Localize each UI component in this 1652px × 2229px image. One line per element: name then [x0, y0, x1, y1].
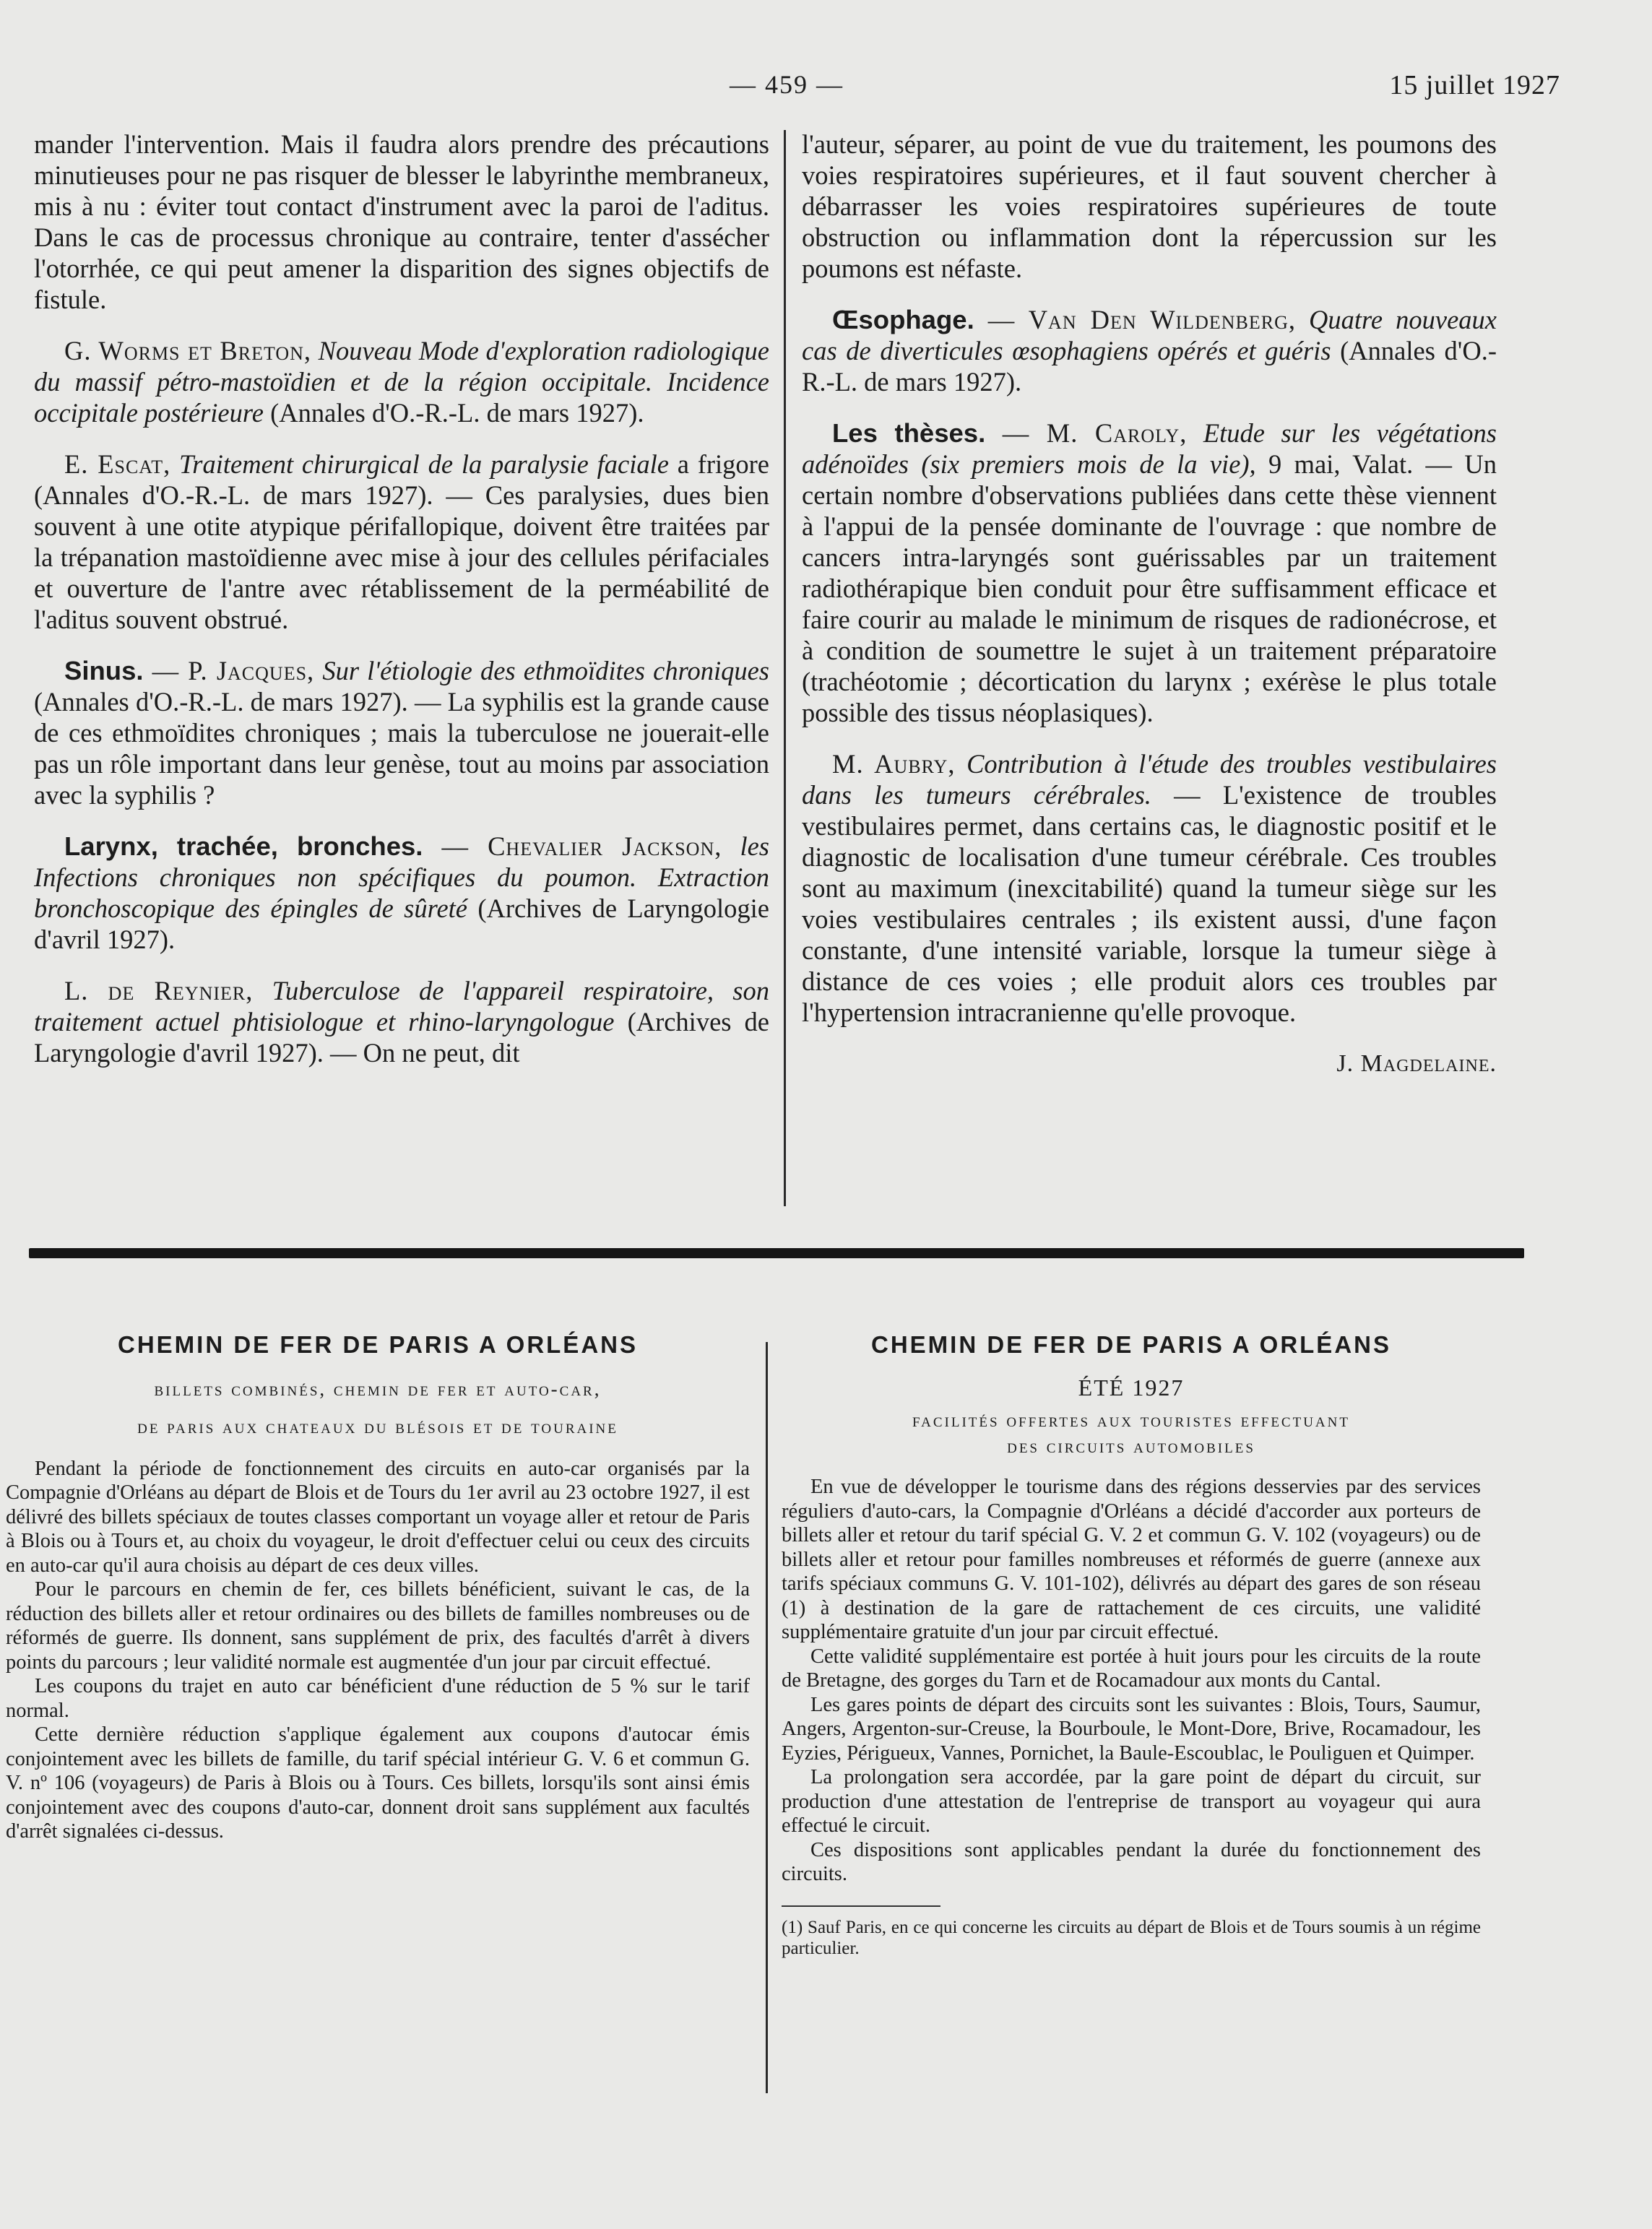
entry-author: E. Escat, [64, 449, 171, 479]
notice-season: ÉTÉ 1927 [1078, 1374, 1185, 1401]
entry-author: G. Worms et Breton, [64, 336, 312, 365]
entry-text: (Annales d'O.-R.-L. de mars 1927). [802, 336, 1497, 397]
entry-title: Etude sur les végétations adénoïdes (six premiers mois de la vie), [802, 418, 1497, 479]
notice-paragraph: La prolongation sera accordée, par la gare point de départ du circuit, sur production d'une attestation de l'entreprise de transport au voyageur qui aura effectué le circuit. [782, 1766, 1481, 1837]
page-header [730, 69, 1560, 113]
entry-title: Sur l'étiologie des ethmoïdites chroniques [322, 656, 769, 685]
notice-paragraph: Les coupons du trajet en auto car bénéficient d'une réduction de 5 % sur le tarif normal. [6, 1675, 750, 1722]
entry-title: Nouveau Mode d'exploration radiologique du massif pétro-mastoïdien et de la région occipitale. Incidence occipitale postérieure [34, 336, 769, 428]
entry-text: (Annales d'O.-R.-L. de mars 1927). [270, 398, 644, 428]
notice-subtitle: des circuits automobiles [1007, 1435, 1255, 1457]
section-rule [29, 1248, 1524, 1258]
bibliographic-entry [34, 975, 769, 1068]
entry-text: (Archives de Laryngologie d'avril 1927). [34, 893, 770, 954]
bibliographic-entry [34, 831, 769, 955]
entry-text: a frigore (Annales d'O.-R.-L. de mars 1927). — Ces paralysies, dues bien souvent à une otite atypique périfallopique, doivent être traitées par la trépanation mastoïdienne avec mise à jour des cellules périfaciales et ouverture de l'antre avec rétablissement de la perméabilité de l'aditus souvent obstrué. [34, 449, 770, 634]
section-heading: Les thèses. [832, 418, 986, 448]
entry-author: — Van Den Wildenberg, [974, 305, 1296, 334]
bibliographic-entry [802, 748, 1497, 1028]
notice-paragraph: Pendant la période de fonctionnement des circuits en auto-car organisés par la Compagnie d'Orléans au départ de Blois et de Tours du 1er avril au 23 octobre 1927, il est délivré des billets spéciaux de toutes classes comportant un voyage aller et retour de Paris à Blois ou à Tours et, au choix du voyageur, le droit d'effectuer celui ou ceux des circuits en auto-car qu'il aura choisis au départ de ces deux villes. [6, 1457, 750, 1577]
entry-author: — P. Jacques, [143, 656, 315, 685]
entry-title: Quatre nouveaux cas de diverticules œsophagiens opérés et guéris [802, 305, 1497, 365]
entry-title: Tuberculose de l'appareil respiratoire, son traitement actuel phtisiologue et rhino-laryngologue [34, 976, 770, 1036]
right-column [802, 129, 1497, 1099]
entry-text: (Archives de Laryngologie d'avril 1927). — On ne peut, dit [34, 1007, 769, 1068]
column-divider [784, 130, 786, 1206]
notice-title: CHEMIN DE FER DE PARIS A ORLÉANS [871, 1331, 1391, 1358]
entry-author: — M. Caroly, [985, 418, 1188, 448]
notice-body [6, 1457, 750, 1844]
entry-author: M. Aubry, [832, 749, 956, 779]
notice-paragraph: Cette dernière réduction s'applique également aux coupons d'autocar émis conjointement avec les billets de famille, du tarif spécial intérieur G. V. 6 et commun G. V. nº 106 (voyageurs) de Paris à Blois ou à Tours. Ces billets, lorsqu'ils sont ainsi émis conjointement avec des coupons d'auto-car, donnent droit sans supplément aux facultés d'arrêt signalées ci-dessus. [6, 1723, 750, 1843]
entry-text: (Annales d'O.-R.-L. de mars 1927). — La syphilis est la grande cause de ces ethmoïdites chroniques ; mais la tuberculose ne jouerait-elle pas un rôle important dans leur genèse, tout au moins par association avec la syphilis ? [34, 687, 769, 810]
notice-paragraph: En vue de développer le tourisme dans des régions desservies par des services réguliers d'auto-cars, la Compagnie d'Orléans a décidé d'accorder aux porteurs de billets aller et retour du tarif spécial G. V. 2 et commun G. V. 102 (voyageurs) ou de billets aller et retour pour familles nombreuses et réformés de guerre (annexe aux tarifs spéciaux communs G. V. 101-102), délivrés au départ des gares de son réseau (1) à destination de la gare de rattachement de ces circuits, une validité supplémentaire gratuite d'un jour par circuit effectué. [782, 1476, 1481, 1643]
entry-text: 9 mai, Valat. — Un certain nombre d'observations publiées dans cette thèse viennent à l'appui de la pensée dominante de l'ouvrage : que nombre de cancers intra-laryngés sont guérissables par un traitement radiothérapique bien conduit pour être suffisamment efficace et faire courir au malade le minimum de risques de radionécrose, et à condition de soumettre le sujet à un traitement préparatoire (trachéotomie ; décortication du larynx ; exérèse le plus totale possible des tissus néoplasiques). [802, 449, 1497, 727]
page-number: — 459 — [730, 70, 844, 99]
footnote-rule [782, 1905, 940, 1907]
left-column [34, 129, 769, 1088]
section-heading: Larynx, trachée, bronches. [64, 831, 423, 861]
page-date: 15 juillet 1927 [1389, 70, 1560, 100]
section-heading: Sinus. [64, 656, 144, 685]
entry-author: — Chevalier Jackson, [423, 831, 722, 861]
entry-author: L. de Reynier, [64, 976, 254, 1005]
signature: J. Magdelaine. [1336, 1050, 1497, 1077]
notice-paragraph: Cette validité supplémentaire est portée à huit jours pour les circuits de la route de Bretagne, des gorges du Tarn et de Rocamadour aux monts du Cantal. [782, 1645, 1481, 1692]
notice-subtitle: facilités offertes aux touristes effectuant [912, 1409, 1350, 1431]
notice-paragraph: Ces dispositions sont applicables pendant la durée du fonctionnement des circuits. [782, 1838, 1481, 1885]
footnote: (1) Sauf Paris, en ce qui concerne les circuits au départ de Blois et de Tours soumis à un régime particulier. [782, 1917, 1481, 1958]
bibliographic-entry [802, 304, 1497, 397]
section-heading: Œsophage. [832, 305, 974, 334]
notice-body [782, 1475, 1481, 1887]
notice-subtitle: billets combinés, chemin de fer et auto-car, [154, 1377, 602, 1400]
bibliographic-entry [34, 449, 769, 635]
paragraph: l'auteur, séparer, au point de vue du traitement, les poumons des voies respiratoires supérieures, et il faut souvent chercher à débarrasser les voies respiratoires supérieures de toute obstruction ou inflammation dont la répercussion sur les poumons est néfaste. [802, 129, 1497, 283]
notice-right [782, 1333, 1481, 1959]
notice-divider [766, 1342, 768, 2093]
entry-text: — L'existence de troubles vestibulaires permet, dans certains cas, le diagnostic positif et le diagnostic de localisation d'une tumeur cérébrale. Ces troubles sont au maximum (inexcitabilité) quand la tumeur siège sur les voies vestibulaires centrales ; ils existent aussi, d'une façon constante, d'une intensité variable, lorsque la tumeur siège à distance de ces voies ; elle produit alors ces troubles par l'hypertension intracranienne qu'elle provoque. [802, 780, 1497, 1027]
paragraph: mander l'intervention. Mais il faudra alors prendre des précautions minutieuses pour ne pas risquer de blesser le labyrinthe membraneux, mis à nu : éviter tout contact d'instrument avec la paroi de l'aditus. Dans le cas de processus chronique au contraire, tenter d'assécher l'otorrhée, ce qui peut amener la disparition des signes objectifs de fistule. [34, 129, 769, 314]
entry-title: Traitement chirurgical de la paralysie faciale [178, 449, 669, 479]
notice-left [6, 1333, 750, 1844]
notice-subtitle: de paris aux chateaux du blésois et de touraine [137, 1415, 618, 1437]
notice-title: CHEMIN DE FER DE PARIS A ORLÉANS [118, 1331, 638, 1358]
bibliographic-entry [34, 655, 769, 810]
entry-title: les Infections chroniques non spécifiques du poumon. Extraction bronchoscopique des épingles de sûreté [34, 831, 769, 923]
notice-paragraph: Les gares points de départ des circuits sont les suivantes : Blois, Tours, Saumur, Angers, Argenton-sur-Creuse, la Bourboule, le Mont-Dore, Brive, Rocamadour, les Eyzies, Périgueux, Vannes, Pornichet, la Baule-Escoublac, le Pouliguen et Quimper. [782, 1693, 1481, 1765]
bibliographic-entry [34, 335, 769, 428]
notice-paragraph: Pour le parcours en chemin de fer, ces billets bénéficient, suivant le cas, de la réduction des billets aller et retour ordinaires ou des billets de familles nombreuses ou de réformés de guerre. Ils donnent, sans supplément de prix, des facultés d'arrêt à divers points du parcours ; leur validité normale est augmentée d'un jour par circuit effectué. [6, 1578, 750, 1674]
bibliographic-entry [802, 417, 1497, 728]
entry-title: Contribution à l'étude des troubles vestibulaires dans les tumeurs cérébrales. [802, 749, 1497, 810]
